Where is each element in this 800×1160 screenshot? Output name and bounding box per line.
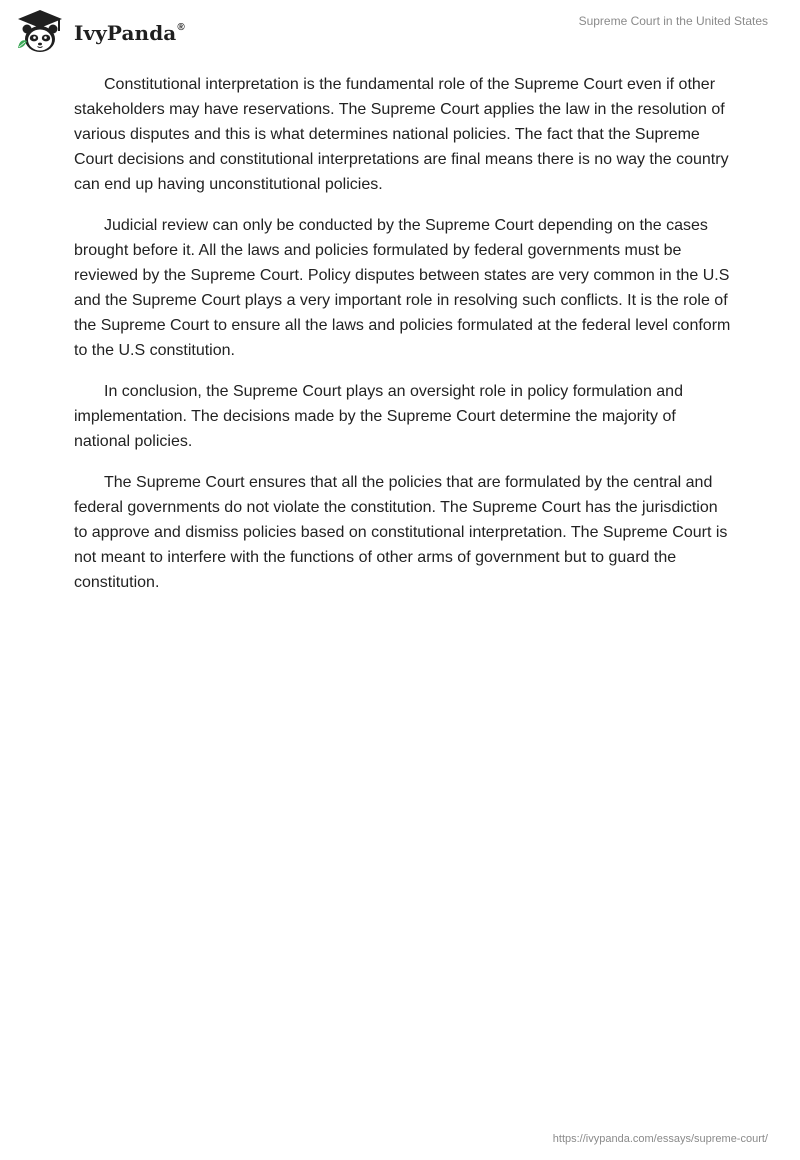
- paragraph: In conclusion, the Supreme Court plays an oversight role in policy formulation and implementation. The decisions made by the Supreme Court determine the majority of national policies.: [74, 383, 683, 450]
- essay-body: [74, 72, 734, 611]
- brand-name-text: IvyPanda: [74, 21, 177, 45]
- registered-mark: ®: [177, 22, 185, 34]
- page-header: [0, 0, 800, 64]
- panda-graduation-cap-icon: [14, 8, 66, 56]
- brand-name: [74, 21, 185, 45]
- document-title: Supreme Court in the United States: [578, 14, 768, 28]
- paragraph: Constitutional interpretation is the fundamental role of the Supreme Court even if other stakeholders may have reservations. The Supreme Court applies the law in the resolution of various disputes and this is what determines national policies. The fact that the Supreme Court decisions and constitutional interpretations are final means there is no way the country can end up having unconstitutional policies.: [74, 76, 729, 193]
- paragraph: Judicial review can only be conducted by the Supreme Court depending on the cases brought before it. All the laws and policies formulated by federal governments must be reviewed by the Supreme Court. Policy disputes between states are very common in the U.S and the Supreme Court plays a very important role in resolving such conflicts. It is the role of the Supreme Court to ensure all the laws and policies formulated at the federal level conform to the U.S constitution.: [74, 217, 731, 359]
- paragraph: The Supreme Court ensures that all the policies that are formulated by the central and federal governments do not violate the constitution. The Supreme Court has the jurisdiction to approve and dismiss policies based on constitutional interpretation. The Supreme Court is not meant to interfere with the functions of other arms of government but to guard the constitution.: [74, 474, 728, 591]
- source-url-link[interactable]: https://ivypanda.com/essays/supreme-court/: [552, 1133, 768, 1145]
- ivypanda-logo[interactable]: [14, 8, 185, 56]
